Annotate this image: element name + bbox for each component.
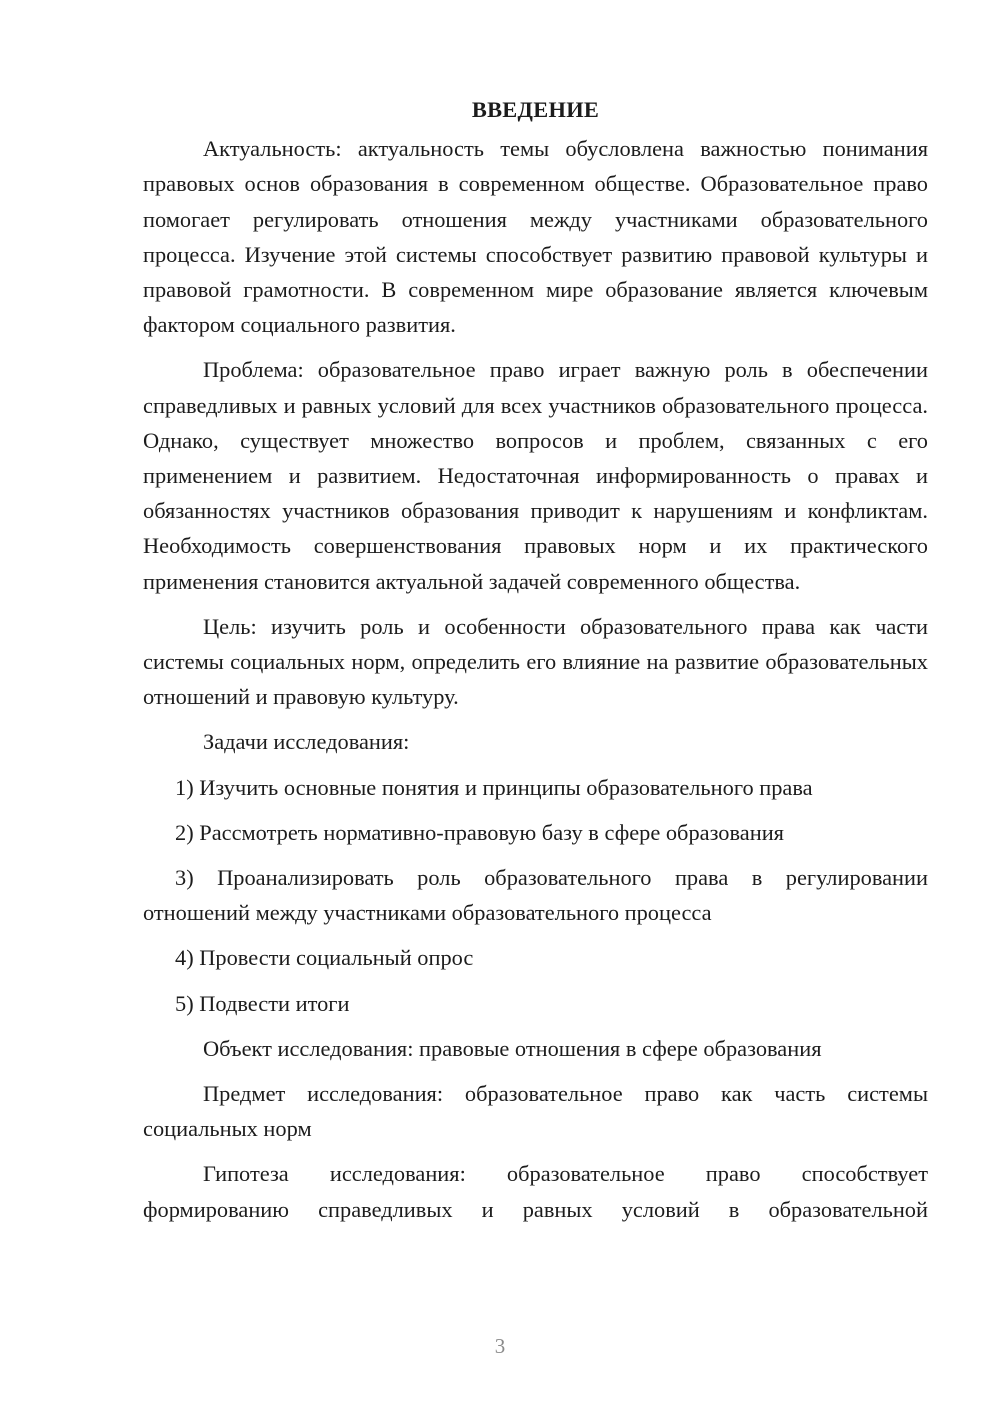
list-item: 5) Подвести итоги [175,990,350,1016]
paragraph-subject: Предмет исследования: образовательное право как часть системы социальных норм [143,1081,928,1142]
section-title: ВВЕДЕНИЕ [471,97,600,122]
list-item: 2) Рассмотреть нормативно-правовую базу в сфере образования [175,819,784,845]
paragraph-object: Объект исследования: правовые отношения в сфере образования [203,1035,822,1061]
paragraph-goal: Цель: изучить роль и особенности образовательного права как части системы социальных норм, определить его влияние на развитие образовательных отношений и правовую культуру. [143,613,928,710]
paragraph-relevance: Актуальность: актуальность темы обусловлена важностью понимания правовых основ образования в современном обществе. Образовательное право помогает регулировать отношения между участниками образовательного процесса. Изучение этой системы способствует развитию правовой культуры и правовой грамотности. В современном мире образование является ключевым фактором социального развития. [143,136,928,338]
page-number: 3 [494,1334,506,1358]
paragraph-problem: Проблема: образовательное право играет важную роль в обеспечении справедливых и равных условий для всех участников образовательного процесса. Однако, существует множество вопросов и проблем, связанных с его применением и развитием. Недостаточная информированность о правах и обязанностях участников образования приводит к нарушениям и конфликтам. Необходимость совершенствования правовых норм и их практического применения становится актуальной задачей современного общества. [143,357,928,594]
list-item: 1) Изучить основные понятия и принципы образовательного права [175,774,813,800]
tasks-heading: Задачи исследования: [203,729,410,755]
tasks-list [143,770,928,1021]
paragraph-hypothesis: Гипотеза исследования: образовательное право способствует формированию справедливых и равных условий в образовательной [143,1161,928,1222]
list-item: 3) Проанализировать роль образовательного права в регулировании отношений между участниками образовательного процесса [143,865,928,926]
list-item: 4) Провести социальный опрос [175,945,474,971]
document-page [143,92,928,1237]
